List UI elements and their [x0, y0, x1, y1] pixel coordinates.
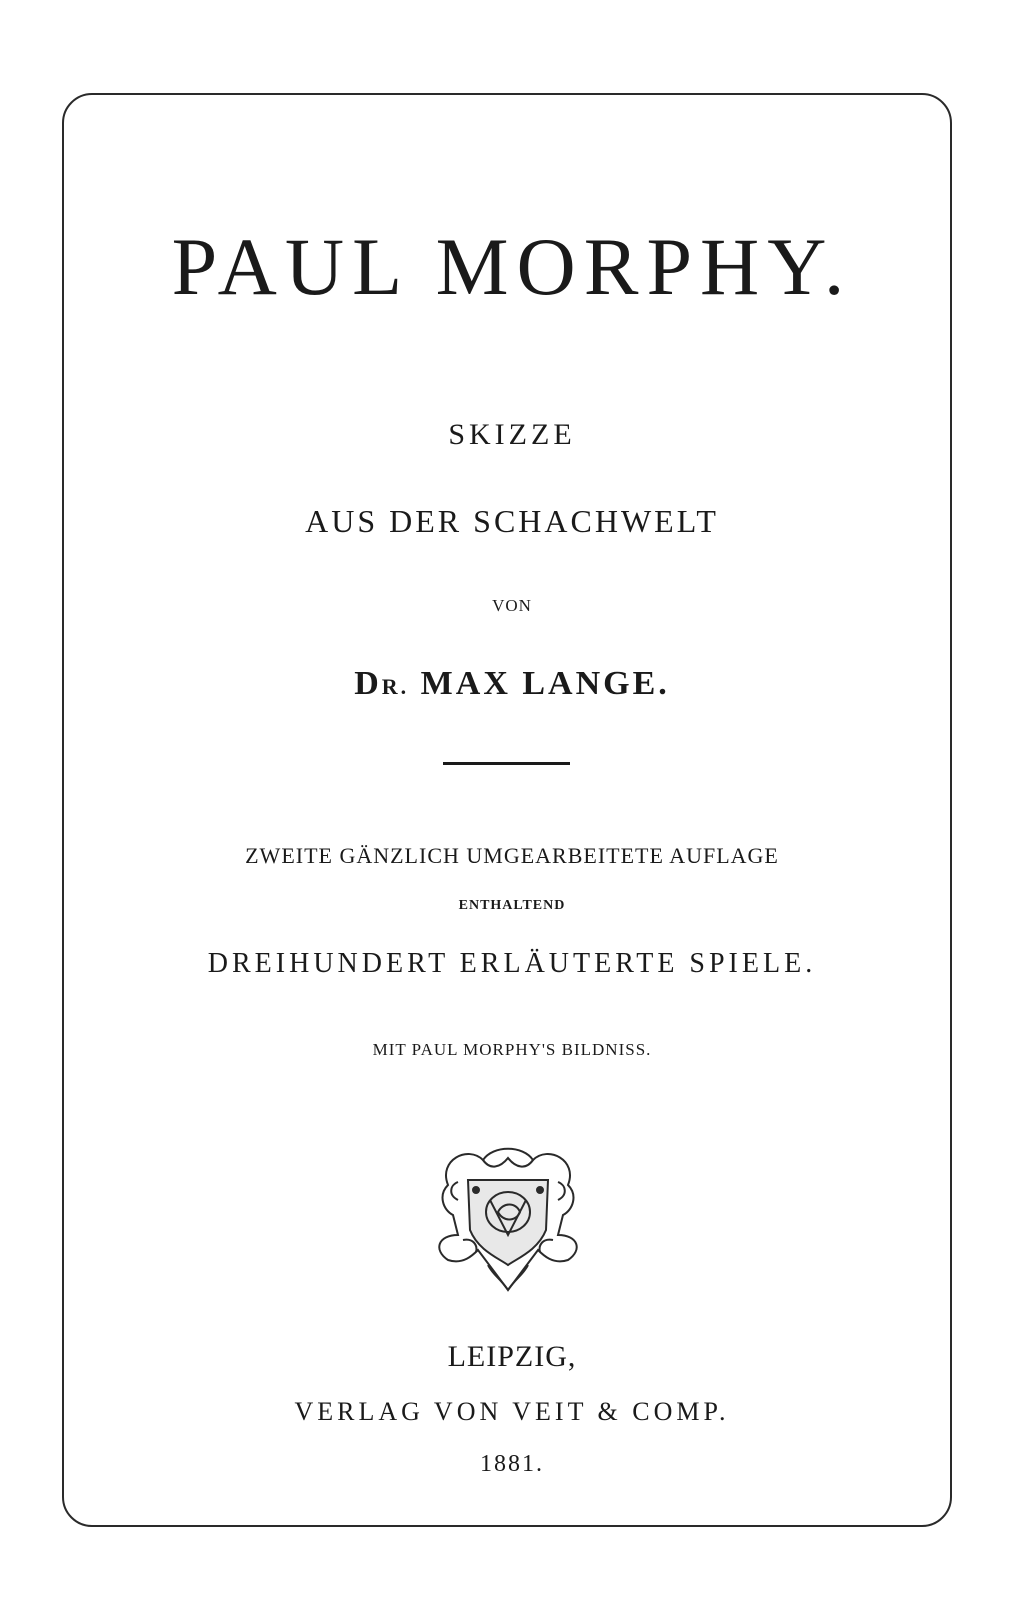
city-label: LEIPZIG,: [447, 1340, 577, 1373]
publisher-label: VERLAG VON VEIT & COMP.: [294, 1397, 730, 1426]
year-label: 1881.: [480, 1451, 544, 1477]
author-prefix: D: [354, 665, 382, 702]
book-title: PAUL MORPHY.: [171, 221, 853, 312]
author-prefix-small: R.: [381, 674, 410, 699]
author-surname: MAX LANGE.: [409, 665, 670, 702]
games-note: DREIHUNDERT ERLÄUTERTE SPIELE.: [207, 948, 817, 979]
portrait-note: MIT PAUL MORPHY'S BILDNISS.: [372, 1040, 652, 1059]
author-name: [0, 665, 1024, 703]
crest-emblem-icon: [428, 1140, 588, 1295]
containing-label: ENTHALTEND: [458, 898, 566, 913]
edition-note: ZWEITE GÄNZLICH UMGEARBEITETE AUFLAGE: [245, 843, 779, 868]
by-label: VON: [492, 596, 532, 615]
book-subtitle-line2: AUS DER SCHACHWELT: [305, 503, 719, 539]
divider-rule: [443, 762, 570, 765]
book-subtitle: SKIZZE: [448, 418, 576, 451]
